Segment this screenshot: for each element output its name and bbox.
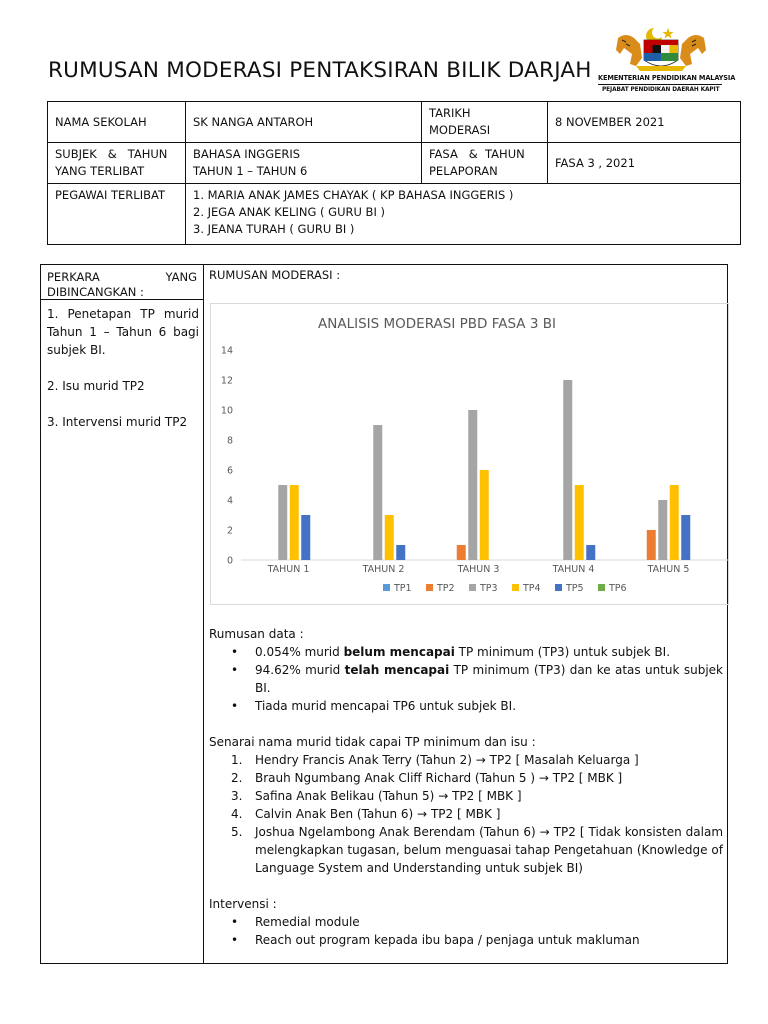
summary-text — [209, 625, 723, 949]
ministry-name: KEMENTERIAN PENDIDIKAN MALAYSIA — [598, 74, 736, 82]
data-heading: Rumusan data : — [209, 627, 304, 641]
y-tick-label: 14 — [220, 345, 233, 357]
bar-tp5-1 — [301, 515, 310, 560]
y-tick-label: 8 — [226, 435, 233, 447]
arrow-right-icon: → — [417, 807, 428, 821]
officer-item: 3. JEANA TURAH ( GURU BI ) — [193, 222, 355, 236]
x-tick-label: TAHUN 1 — [267, 564, 310, 575]
student-item: 4. Calvin Anak Ben (Tahun 6) → TP2 [ MBK ] — [231, 807, 501, 821]
date-label: TARIKH MODERASI — [422, 102, 548, 143]
legend-label: TP2 — [437, 583, 455, 594]
legend-label: TP5 — [566, 583, 584, 594]
y-tick-label: 10 — [220, 405, 233, 417]
bar-tp4-4 — [575, 485, 584, 560]
student-item: 5. Joshua Ngelambong Anak Berendam (Tahun 6) → TP2 [ Tidak konsisten dalam melengkapkan tugasan, belum menguasai tahap Pengetahuan (Knowledge of Language System and Understanding untuk subjek BI) — [231, 825, 724, 875]
legend-swatch-tp2 — [426, 584, 433, 591]
logo-divider — [598, 84, 722, 85]
subject-label: SUBJEK & TAHUN YANG TERLIBAT — [48, 143, 186, 184]
header-divider-left — [41, 299, 203, 300]
chart-title: ANALISIS MODERASI PBD FASA 3 BI — [318, 316, 556, 332]
y-tick-label: 12 — [220, 375, 233, 387]
bar-tp2-3 — [457, 545, 466, 560]
legend-label: TP6 — [609, 583, 627, 594]
student-list-heading: Senarai nama murid tidak capai TP minimum dan isu : — [209, 735, 536, 749]
data-bullets — [209, 643, 723, 715]
legend-label: TP4 — [523, 583, 541, 594]
legend-swatch-tp5 — [555, 584, 562, 591]
moderation-summary-box — [40, 264, 728, 964]
chart-svg — [211, 304, 729, 605]
y-tick-label: 6 — [226, 465, 233, 477]
summary-header: RUMUSAN MODERASI : — [209, 268, 341, 282]
officer-label: PEGAWAI TERLIBAT — [48, 184, 186, 245]
student-item: 2. Brauh Ngumbang Anak Cliff Richard (Tahun 5 ) → TP2 [ MBK ] — [231, 771, 623, 785]
topics-header-line2: DIBINCANGKAN : — [47, 285, 144, 299]
x-tick-label: TAHUN 3 — [457, 564, 500, 575]
y-tick-label: 4 — [226, 495, 233, 507]
intervention-list — [209, 913, 723, 949]
x-tick-label: TAHUN 5 — [647, 564, 690, 575]
school-label: NAMA SEKOLAH — [48, 102, 186, 143]
ministry-logo — [596, 24, 736, 102]
bar-tp3-4 — [563, 380, 572, 560]
bullet-item: • Tiada murid mencapai TP6 untuk subjek BI. — [255, 697, 723, 715]
topic-item: 2. Isu murid TP2 — [47, 379, 145, 393]
intervention-heading: Intervensi : — [209, 897, 277, 911]
phase-label: FASA & TAHUN PELAPORAN — [422, 143, 548, 184]
bullet-item: • 94.62% murid telah mencapai TP minimum (TP3) dan ke atas untuk subjek BI. — [255, 661, 723, 697]
bar-tp5-5 — [681, 515, 690, 560]
bar-tp2-5 — [647, 530, 656, 560]
arrow-right-icon: → — [538, 771, 549, 785]
legend-swatch-tp1 — [383, 584, 390, 591]
document-title: RUMUSAN MODERASI PENTAKSIRAN BILIK DARJAH — [48, 58, 592, 83]
school-value: SK NANGA ANTAROH — [186, 102, 422, 143]
legend-label: TP3 — [480, 583, 498, 594]
bar-tp3-1 — [278, 485, 287, 560]
x-tick-label: TAHUN 4 — [552, 564, 595, 575]
bar-tp4-1 — [290, 485, 299, 560]
bar-tp5-2 — [396, 545, 405, 560]
legend-swatch-tp3 — [469, 584, 476, 591]
arrow-right-icon: → — [475, 753, 486, 767]
bar-tp4-2 — [385, 515, 394, 560]
bar-tp3-3 — [468, 410, 477, 560]
student-item: 1. Hendry Francis Anak Terry (Tahun 2) → TP2 [ Masalah Keluarga ] — [231, 753, 639, 767]
topics-header-line1: PERKARA YANG — [47, 270, 197, 284]
y-tick-label: 2 — [226, 525, 233, 537]
legend-label: TP1 — [394, 583, 412, 594]
student-list — [209, 751, 723, 877]
arrow-right-icon: → — [539, 825, 550, 839]
district-office-name: PEJABAT PENDIDIKAN DAERAH KAPIT — [602, 87, 720, 93]
info-row-officers — [48, 184, 741, 245]
intervention-item: • Reach out program kepada ibu bapa / penjaga untuk makluman — [255, 931, 723, 949]
info-row-subject — [48, 143, 741, 184]
column-divider — [203, 265, 204, 963]
student-item: 3. Safina Anak Belikau (Tahun 5) → TP2 [ MBK ] — [231, 789, 522, 803]
date-value: 8 NOVEMBER 2021 — [548, 102, 741, 143]
intervention-item: • Remedial module — [255, 913, 723, 931]
bar-tp4-3 — [480, 470, 489, 560]
officer-item: 2. JEGA ANAK KELING ( GURU BI ) — [193, 205, 385, 219]
bullet-item: • 0.054% murid belum mencapai TP minimum (TP3) untuk subjek BI. — [255, 643, 723, 661]
legend-swatch-tp4 — [512, 584, 519, 591]
coat-of-arms-icon — [596, 24, 726, 74]
subject-value: BAHASA INGGERIS TAHUN 1 – TAHUN 6 — [186, 143, 422, 184]
topic-item: 1. Penetapan TP murid Tahun 1 – Tahun 6 bagi subjek BI. — [47, 307, 199, 357]
officer-item: 1. MARIA ANAK JAMES CHAYAK ( KP BAHASA INGGERIS ) — [193, 188, 514, 202]
bar-tp5-4 — [586, 545, 595, 560]
legend-swatch-tp6 — [598, 584, 605, 591]
bar-chart — [210, 303, 729, 605]
topics-list — [47, 305, 199, 449]
info-row-school — [48, 102, 741, 143]
phase-value: FASA 3 , 2021 — [548, 143, 741, 184]
bar-tp3-5 — [658, 500, 667, 560]
y-tick-label: 0 — [226, 555, 233, 567]
officer-list — [186, 184, 741, 245]
bar-tp4-5 — [670, 485, 679, 560]
info-table — [47, 101, 741, 245]
bar-tp3-2 — [373, 425, 382, 560]
topic-item: 3. Intervensi murid TP2 — [47, 415, 188, 429]
arrow-right-icon: → — [438, 789, 449, 803]
x-tick-label: TAHUN 2 — [362, 564, 405, 575]
